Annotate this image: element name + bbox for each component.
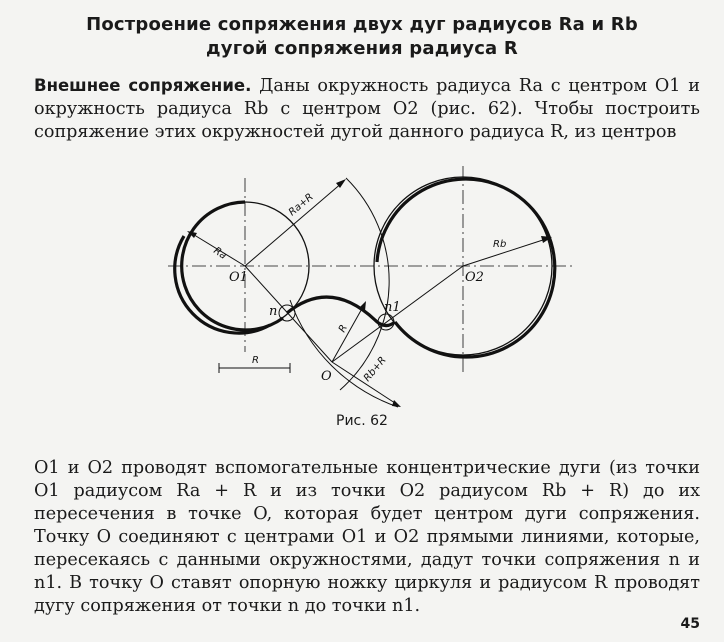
radius-r — [332, 305, 364, 362]
page-title: Построение сопряжения двух дуг радиусов Ra и Rb — [86, 14, 638, 35]
intro-paragraph — [34, 74, 700, 144]
intro-lead: Внешнее сопряжение. — [34, 76, 252, 95]
line-o1-o — [245, 266, 332, 362]
page-number: 45 — [680, 616, 700, 632]
intro-text: Даны окружность радиуса Ra с центром O1 и окружность радиуса Rb с центром O2 (рис. 62). Чтобы построить сопряжение этих окружностей дугой данного радиуса R, из центров — [34, 76, 701, 142]
label-o2: O2 — [465, 270, 484, 285]
label-o: O — [321, 369, 332, 384]
label-o1: O1 — [229, 270, 248, 285]
conjugation-arc — [287, 297, 395, 325]
page-subtitle: дугой сопряжения радиуса R — [206, 38, 518, 59]
label-rb-plus-r: Rb+R — [361, 354, 389, 384]
arrow-rb-plus-r — [392, 400, 401, 407]
label-n: n — [269, 304, 278, 319]
dim-rb-plus-r — [332, 362, 398, 405]
arc-o2-thick — [377, 179, 555, 357]
radius-ra-plus-r — [245, 182, 343, 266]
label-n1: n1 — [384, 300, 401, 315]
label-r-scale: R — [252, 355, 259, 366]
label-rb: Rb — [493, 239, 507, 250]
label-ra-plus-r: Ra+R — [286, 191, 316, 219]
label-r: R — [336, 323, 350, 335]
figure-62 — [0, 166, 724, 411]
label-ra: Ra — [211, 245, 229, 262]
figure-caption: Рис. 62 — [336, 413, 388, 429]
body-paragraph: O1 и O2 проводят вспомогательные концентрические дуги (из точки O1 радиусом Ra + R и из точки O2 радиусом Rb + R) до их пересечения в точке O, которая будет центром дуги сопряжения. Точку O соединяют с центрами O1 и O2 прямыми линиями, которые, пересекаясь с данными окружностями, дадут точки сопряжения n и n1. В точку O ставят опорную ножку циркуля и радиусом R проводят дугу сопряжения от точки n до точки n1. — [34, 458, 700, 616]
